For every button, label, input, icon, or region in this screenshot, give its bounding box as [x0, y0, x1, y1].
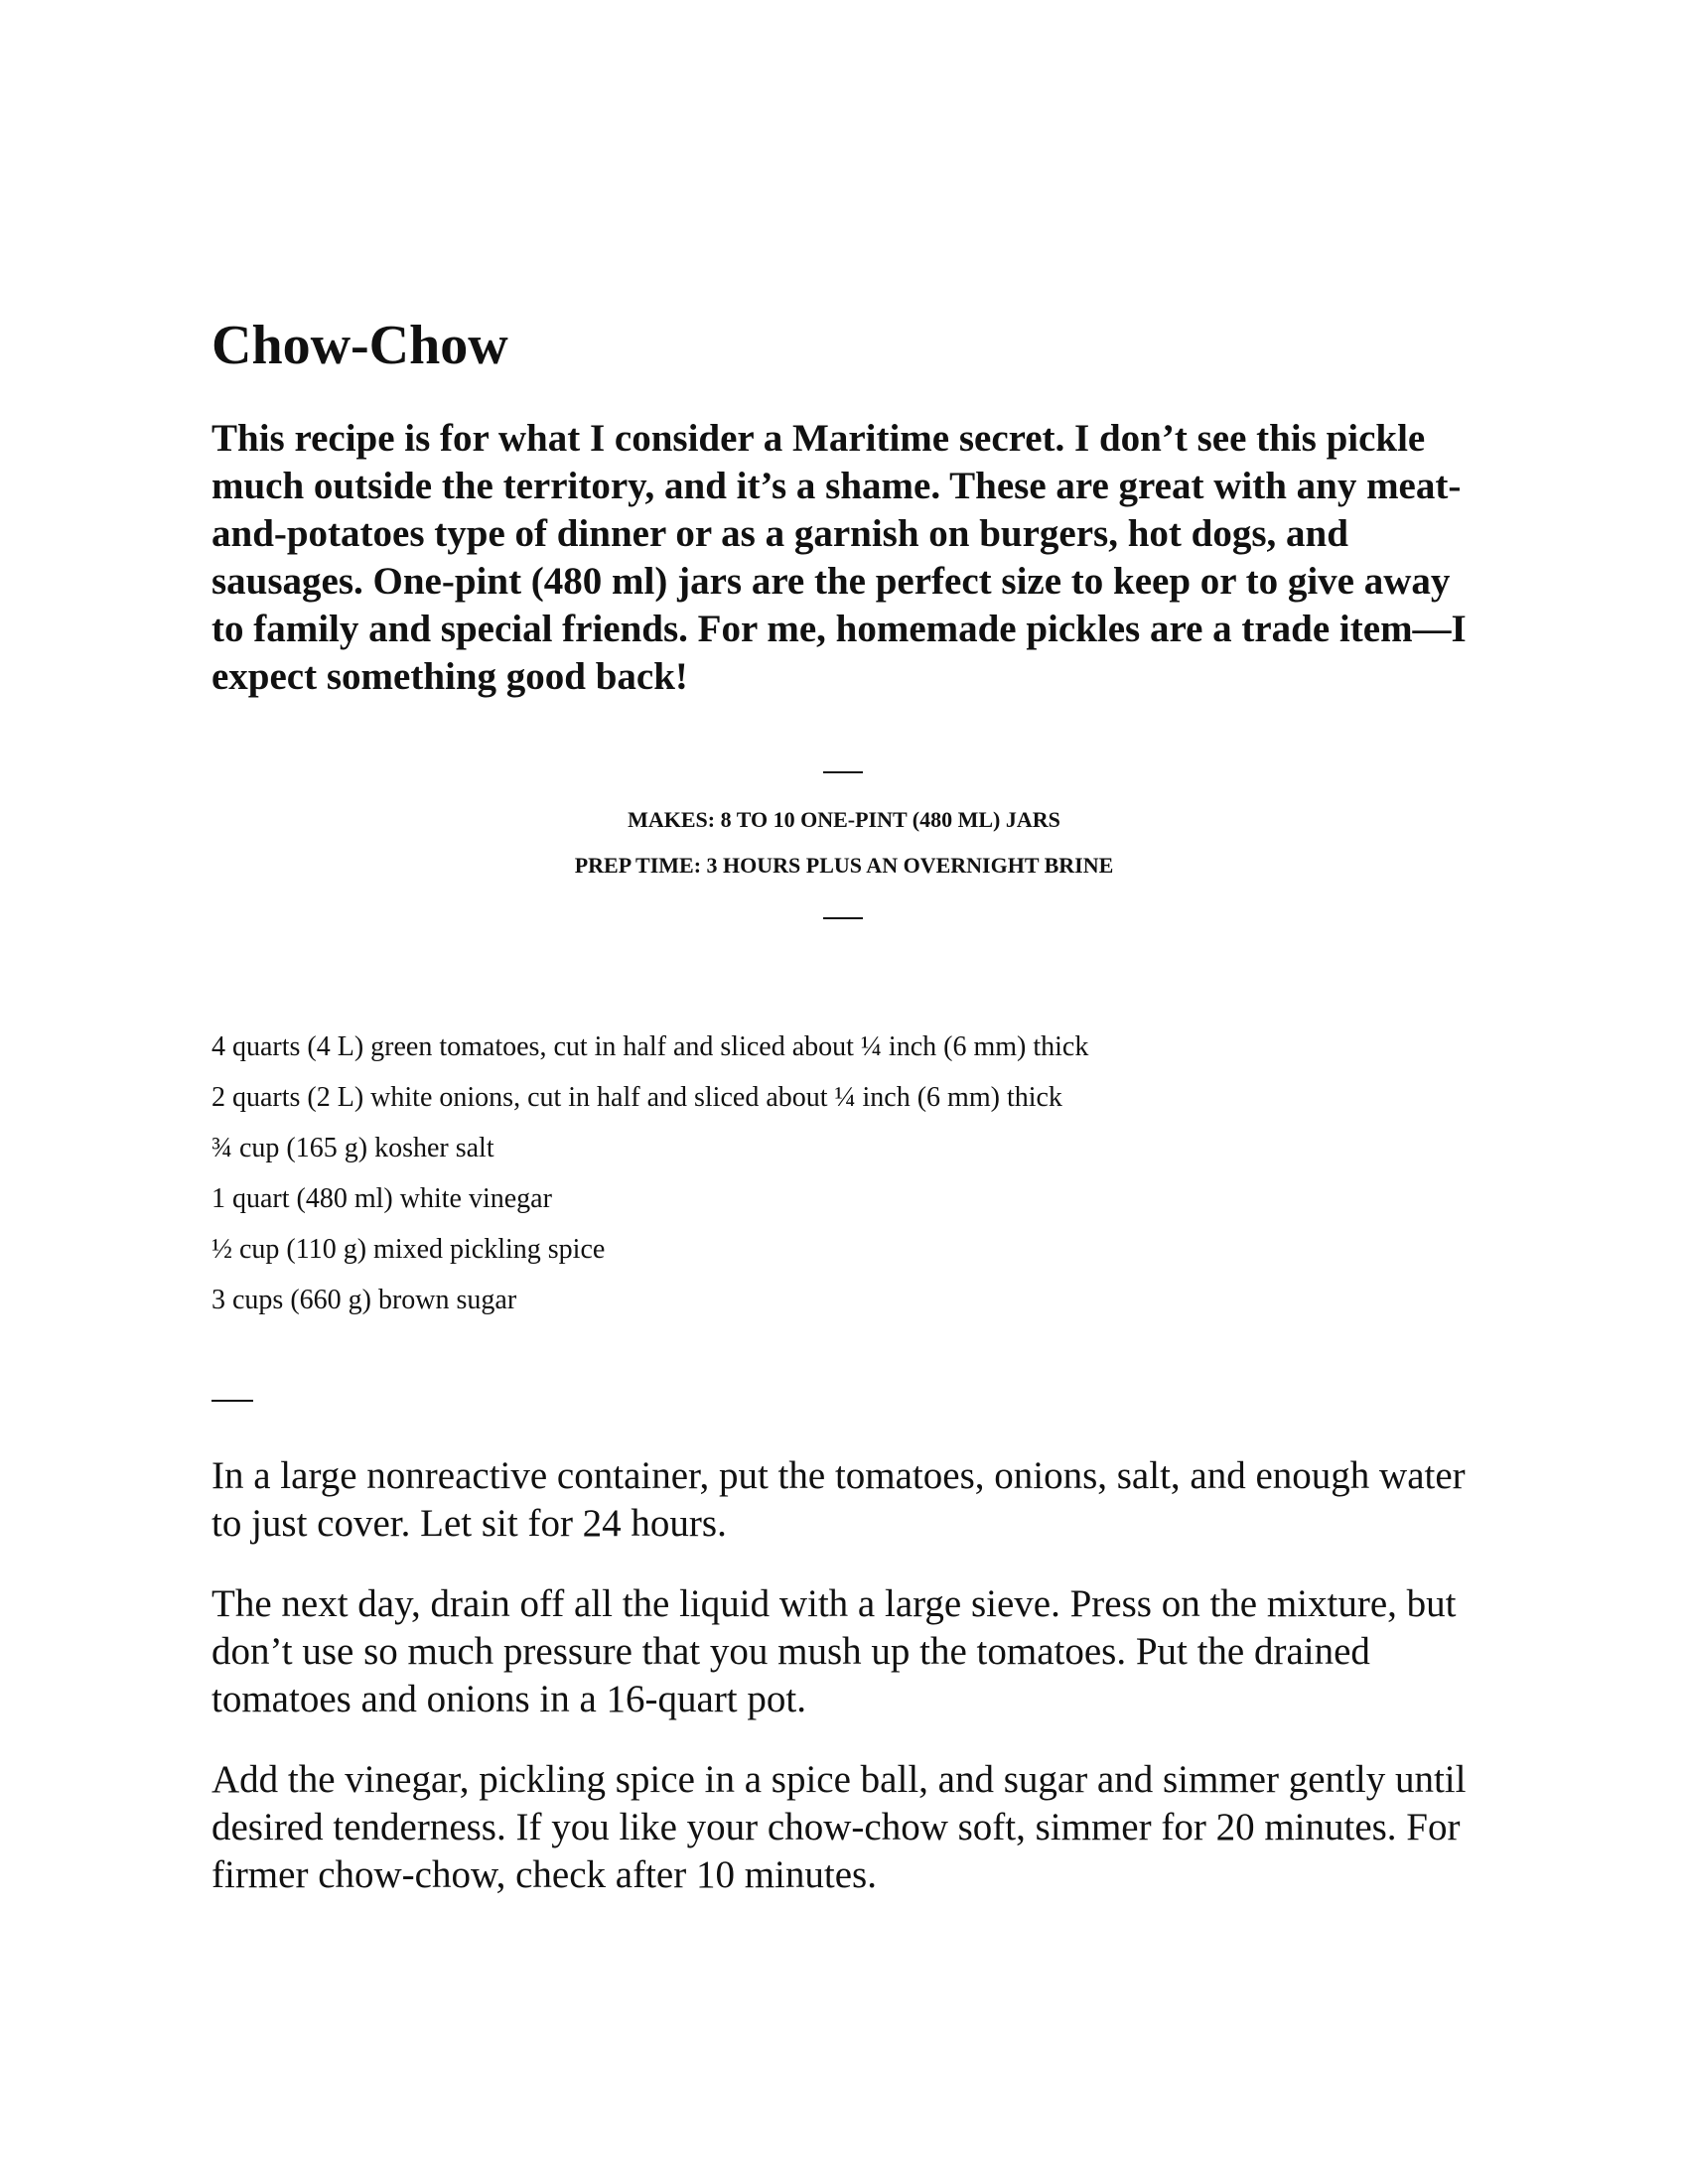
- divider-method: [211, 1400, 253, 1402]
- ingredient-item: 4 quarts (4 L) green tomatoes, cut in half and sliced about ¼ inch (6 mm) thick: [211, 1031, 1089, 1062]
- recipe-title: Chow-Chow: [211, 315, 508, 376]
- ingredient-item: 1 quart (480 ml) white vinegar: [211, 1183, 552, 1214]
- method-step: The next day, drain off all the liquid with a large sieve. Press on the mixture, but don’t use so much pressure that you mush up the tomatoes. Put the drained tomatoes and onions in a 16-quart pot.: [211, 1582, 1457, 1720]
- prep-time-info: PREP TIME: 3 HOURS PLUS AN OVERNIGHT BRINE: [574, 853, 1114, 878]
- ingredient-item: ¾ cup (165 g) kosher salt: [211, 1133, 494, 1163]
- ingredient-item: ½ cup (110 g) mixed pickling spice: [211, 1234, 606, 1265]
- recipe-intro: This recipe is for what I consider a Maritime secret. I don’t see this pickle much outside the territory, and it’s a shame. These are great with any meat-and-potatoes type of dinner or as a garnish on burgers, hot dogs, and sausages. One-pint (480 ml) jars are the perfect size to keep or to give away to family and special friends. For me, homemade pickles are a trade item—I expect something good back!: [211, 417, 1467, 698]
- method-steps: [211, 1452, 1482, 1932]
- ingredient-item: 2 quarts (2 L) white onions, cut in half and sliced about ¼ inch (6 mm) thick: [211, 1082, 1062, 1113]
- ingredient-list: [211, 1022, 1088, 1325]
- method-step: Add the vinegar, pickling spice in a spice ball, and sugar and simmer gently until desired tenderness. If you like your chow-chow soft, simmer for 20 minutes. For firmer chow-chow, check after 10 minutes.: [211, 1758, 1467, 1896]
- divider-bottom: [823, 917, 863, 919]
- ingredient-item: 3 cups (660 g) brown sugar: [211, 1285, 517, 1315]
- divider-top: [823, 771, 863, 773]
- yield-info: MAKES: 8 TO 10 ONE-PINT (480 ML) JARS: [628, 807, 1060, 832]
- method-step: In a large nonreactive container, put the tomatoes, onions, salt, and enough water to just cover. Let sit for 24 hours.: [211, 1454, 1466, 1545]
